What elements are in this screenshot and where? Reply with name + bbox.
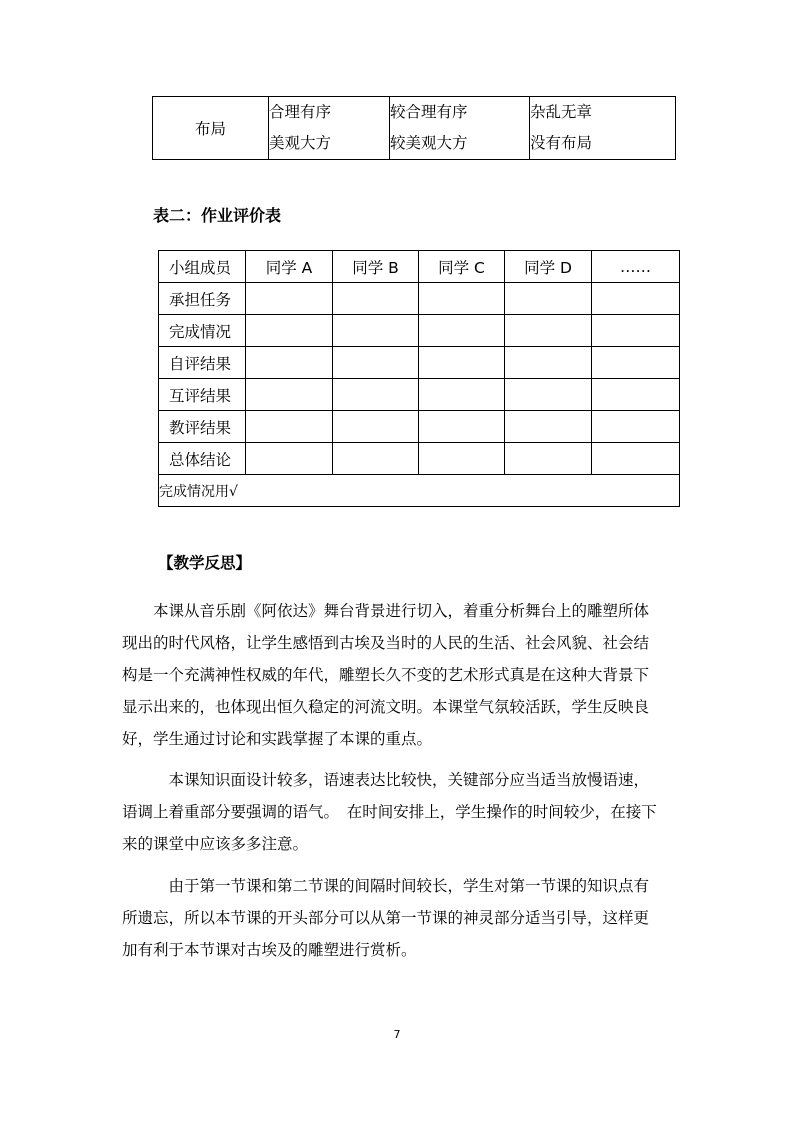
text-line: 所遗忘，所以本节课的开头部分可以从第一节课的神灵部分适当引导，这样更 [122, 909, 650, 927]
empty-cell [419, 283, 505, 315]
table-row [159, 443, 680, 475]
paragraph-1 [122, 595, 682, 755]
empty-cell [505, 411, 592, 443]
empty-cell [333, 443, 419, 475]
text-line: 构是一个充满神性权威的年代，雕塑长久不变的艺术形式真是在这种大背景下 [122, 666, 650, 684]
table-row [159, 315, 680, 347]
empty-cell [419, 379, 505, 411]
table-row [159, 347, 680, 379]
cell-line: 较合理有序 [390, 103, 468, 121]
empty-cell [592, 443, 680, 475]
text-line: 来的课堂中应该多多注意。 [122, 835, 309, 853]
row-label: 教评结果 [159, 411, 246, 443]
empty-cell [505, 315, 592, 347]
empty-cell [419, 411, 505, 443]
row-label: 布局 [153, 97, 269, 160]
section-heading: 【教学反思】 [158, 554, 252, 572]
text-line: 本课知识面设计较多，语速表达比较快，关键部分应当适当放慢语速， [122, 771, 650, 789]
empty-cell [505, 443, 592, 475]
text-line: 现出的时代风格，让学生感悟到古埃及当时的人民的生活、社会风貌、社会结 [122, 634, 650, 652]
empty-cell [505, 347, 592, 379]
empty-cell [333, 315, 419, 347]
header-cell: 小组成员 [159, 251, 246, 283]
header-cell: 同学 A [246, 251, 333, 283]
empty-cell [333, 347, 419, 379]
layout-criteria-table [152, 96, 676, 160]
table-note-row [159, 475, 680, 507]
cell-line: 合理有序 [269, 103, 332, 121]
empty-cell [333, 411, 419, 443]
empty-cell [592, 283, 680, 315]
row-label: 承担任务 [159, 283, 246, 315]
text-line: 加有利于本节课对古埃及的雕塑进行赏析。 [122, 941, 417, 959]
paragraph-2 [122, 764, 682, 860]
table-header-row [159, 251, 680, 283]
table-cell [269, 97, 390, 160]
empty-cell [419, 443, 505, 475]
row-label: 总体结论 [159, 443, 246, 475]
cell-line: 美观大方 [269, 134, 332, 152]
empty-cell [505, 379, 592, 411]
table-cell [530, 97, 676, 160]
table-row [159, 411, 680, 443]
empty-cell [592, 411, 680, 443]
empty-cell [246, 315, 333, 347]
empty-cell [246, 411, 333, 443]
table-row [159, 283, 680, 315]
cell-line: 较美观大方 [390, 134, 468, 152]
empty-cell [333, 283, 419, 315]
text-line: 本课从音乐剧《阿依达》舞台背景进行切入，着重分析舞台上的雕塑所体 [122, 602, 650, 620]
table-cell [390, 97, 530, 160]
header-cell: 同学 C [419, 251, 505, 283]
text-line: 语调上着重部分要强调的语气。 在时间安排上，学生操作的时间较少，在接下 [122, 803, 657, 821]
text-line: 好，学生通过讨论和实践掌握了本课的重点。 [122, 730, 433, 748]
page-number: 7 [393, 1028, 401, 1041]
empty-cell [246, 443, 333, 475]
row-label: 完成情况 [159, 315, 246, 347]
row-label: 自评结果 [159, 347, 246, 379]
text-line: 显示出来的，也体现出恒久稳定的河流文明。本课堂气氛较活跃，学生反映良 [122, 698, 650, 716]
table-row [159, 379, 680, 411]
empty-cell [246, 379, 333, 411]
cell-line: 杂乱无章 [530, 103, 593, 121]
header-cell: 同学 B [333, 251, 419, 283]
empty-cell [592, 315, 680, 347]
empty-cell [592, 347, 680, 379]
row-label: 互评结果 [159, 379, 246, 411]
table-note: 完成情况用√ [159, 475, 680, 507]
header-cell: …… [592, 251, 680, 283]
empty-cell [246, 283, 333, 315]
homework-evaluation-table [158, 250, 680, 507]
header-cell: 同学 D [505, 251, 592, 283]
empty-cell [419, 315, 505, 347]
table-row [153, 97, 676, 160]
cell-line: 没有布局 [530, 134, 593, 152]
text-line: 由于第一节课和第二节课的间隔时间较长，学生对第一节课的知识点有 [122, 877, 650, 895]
paragraph-3 [122, 870, 682, 966]
empty-cell [592, 379, 680, 411]
empty-cell [505, 283, 592, 315]
empty-cell [246, 347, 333, 379]
empty-cell [333, 379, 419, 411]
empty-cell [419, 347, 505, 379]
table-title: 表二：作业评价表 [153, 206, 282, 225]
